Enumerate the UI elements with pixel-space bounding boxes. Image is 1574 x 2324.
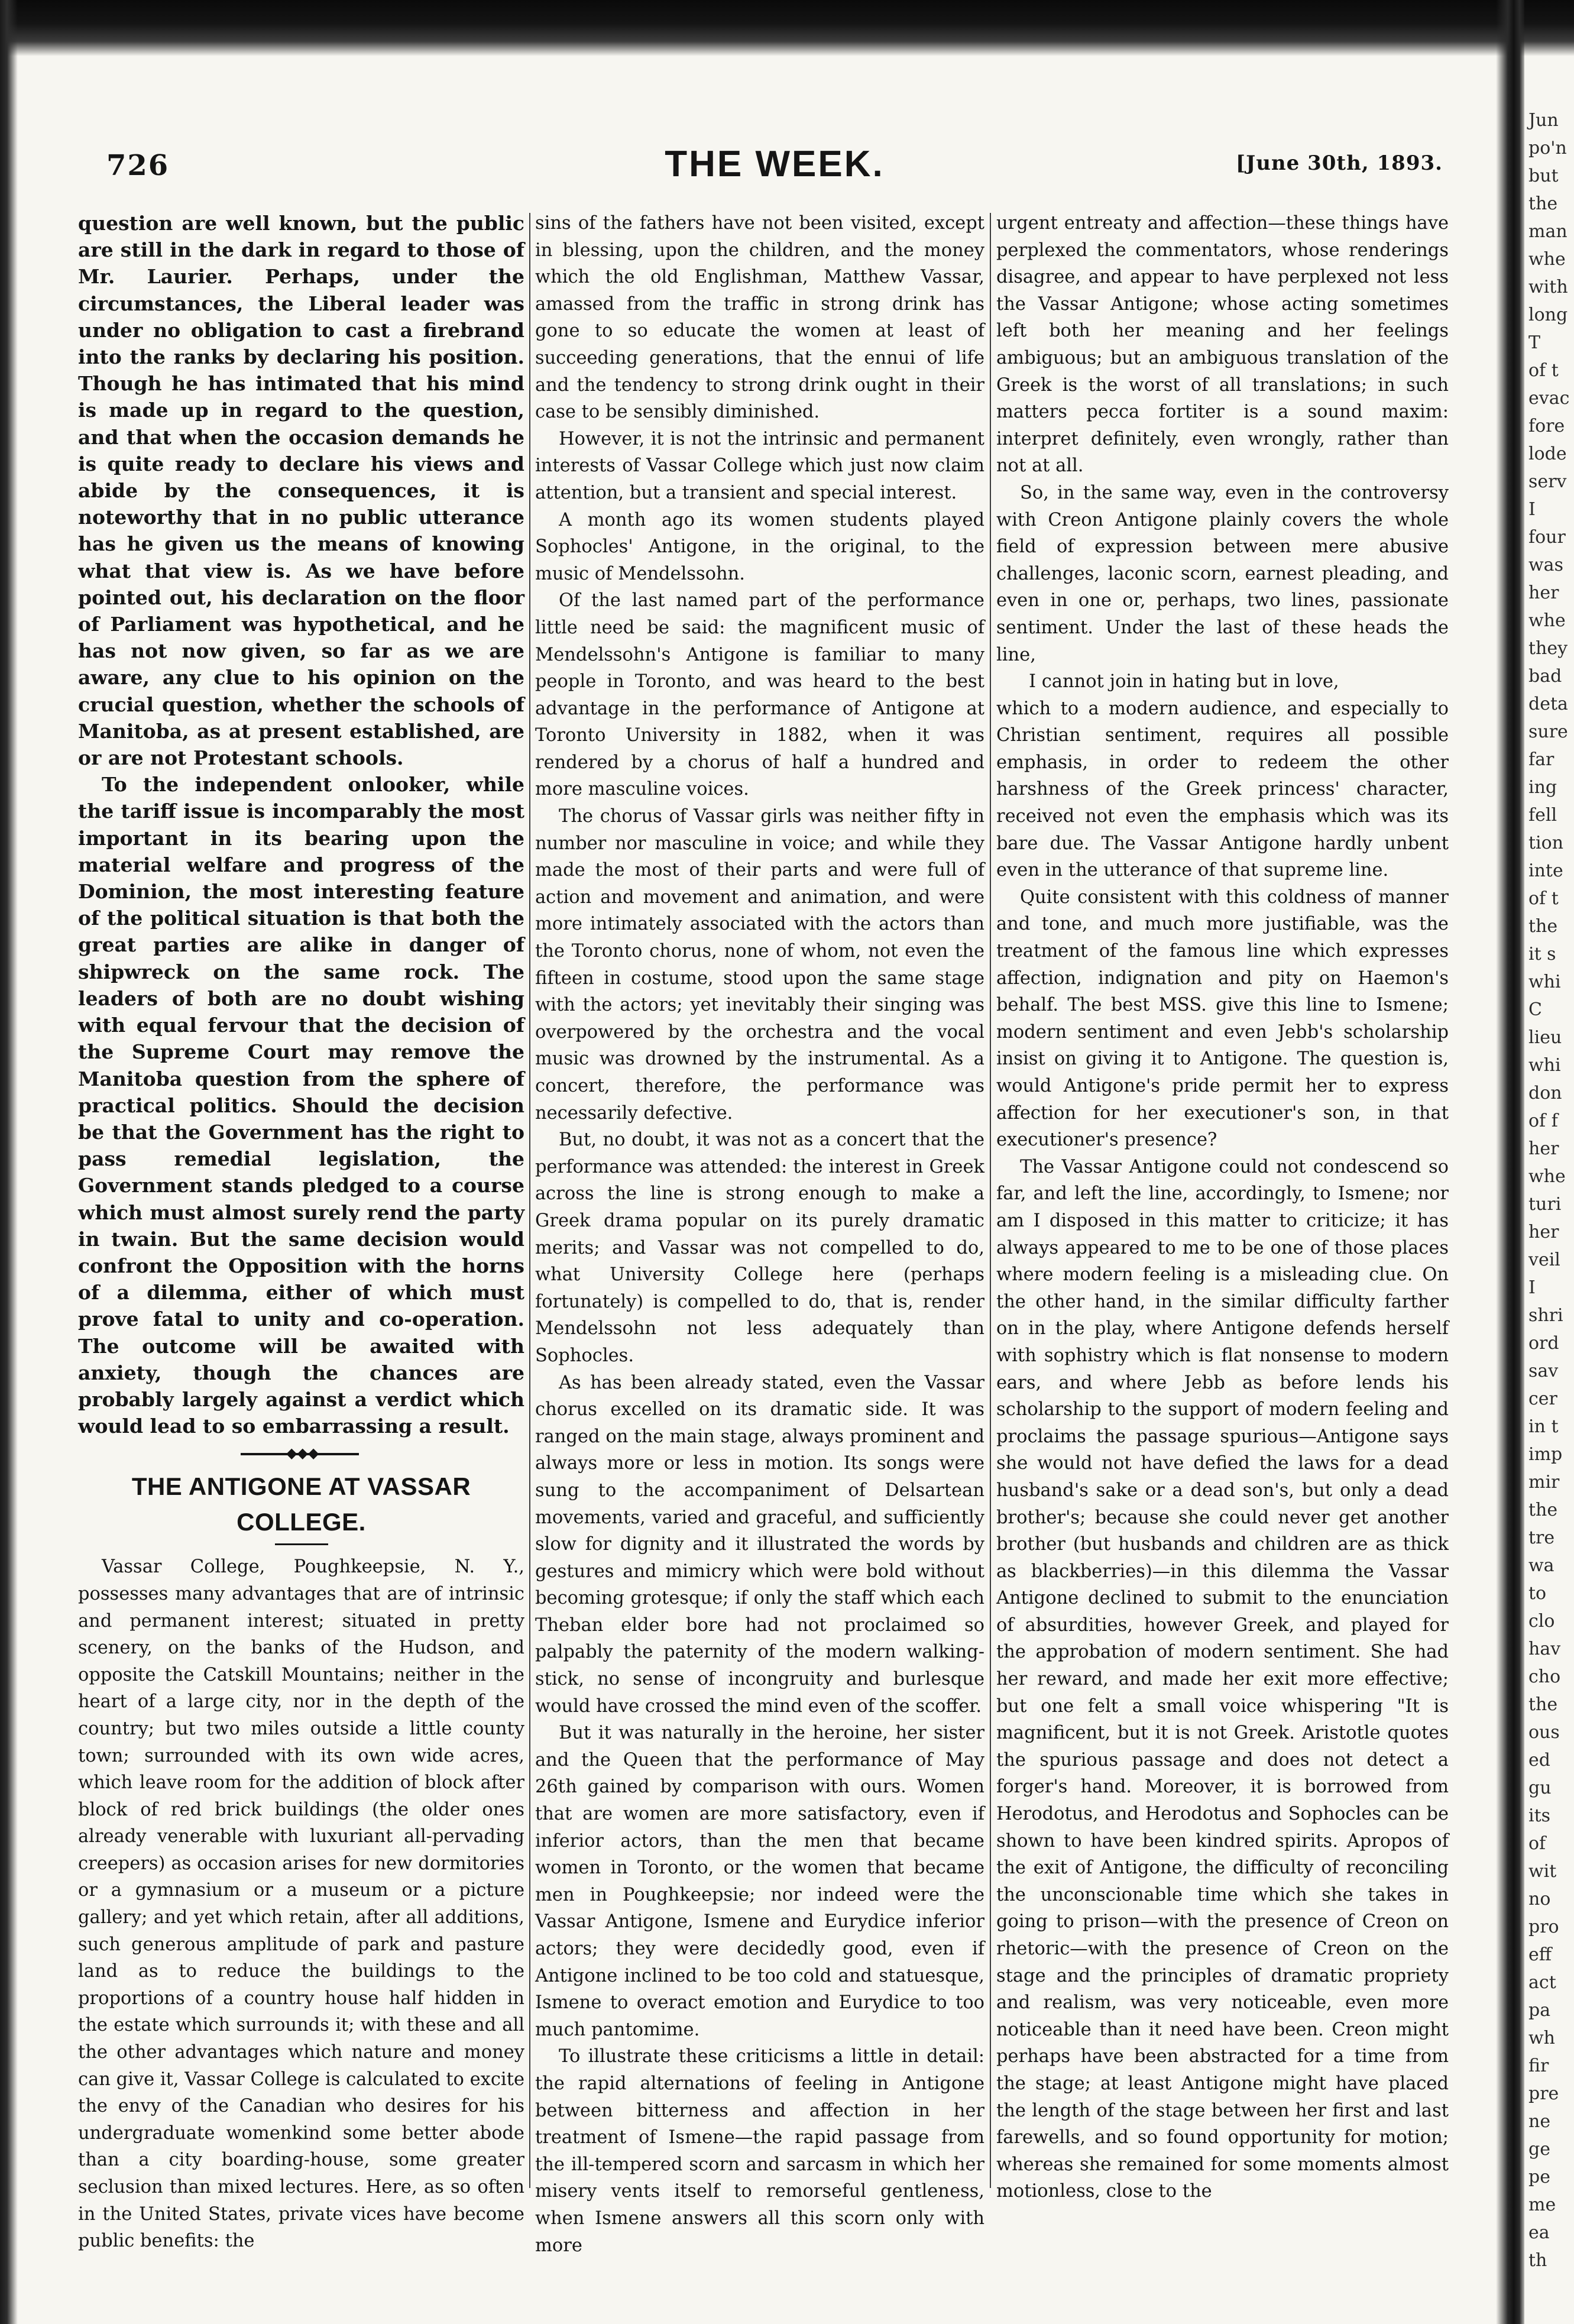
article-paragraph: The Vassar Antigone could not condescend so far, and left the line, accordingly, to Ismene; nor am I disposed in this matter to criticize; it has always appeared to me to be one of those places where modern feeling is a misleading clue. On the other hand, in the similar difficulty farther on in the play, where Antigone defends herself with sophistry which is flat nonsense to modern ears, and where Jebb as before lends his scholarship to the support of modern feeling and proclaims the passage spurious—Antigone says she would not have defied the laws for a dead husband's sake or a dead son's, but only a dead brother's; because she could never get another brother (but husbands and children are as thick as blackberries)—in this dilemma the Vassar Antigone declined to submit to the enunciation of absurdities, however Greek, and played for the approbation of modern sentiment. She had her reward, and made her exit more effective; but one felt a small voice whispering "It is magnificent, but it is not Greek. Aristotle quotes the spurious passage and does not detect a forger's hand. Moreover, it is borrowed from Herodotus, and Herodotus and Sophocles can be shown to have been kindred spirits. Apropos of the exit of Antigone, the difficulty of reconciling the unconscionable time which she takes in going to prison—with the presence of Creon on rhetoric—with the presence of Creon on the stage and the principles of dramatic propriety and realism, was very noticeable, even more noticeable than it need have been. Creon might perhaps have been abstracted for a time from the stage; at least Antigone might have placed the length of the stage between her first and last farewells, and so found opportunity for motion; whereas she remained for some moments almost motionless, close to the bbox=[996, 1156, 1449, 2202]
next-page-fragment: fore bbox=[1528, 416, 1565, 436]
next-page-fragment: the bbox=[1528, 193, 1558, 214]
next-page-fragment: her bbox=[1528, 1138, 1559, 1159]
article-title: THE ANTIGONE AT VASSAR COLLEGE. bbox=[131, 1472, 471, 1536]
page-top-shadow bbox=[0, 0, 1574, 56]
next-page-fragment: pro bbox=[1528, 1917, 1559, 1937]
article-body-col1 bbox=[78, 1553, 524, 2254]
page-header bbox=[83, 143, 1466, 190]
next-page-fragment: but bbox=[1528, 166, 1559, 186]
column-2 bbox=[535, 210, 984, 2256]
next-page-fragment: the bbox=[1528, 916, 1558, 937]
next-page-fragment: of f bbox=[1528, 1111, 1558, 1131]
editorial-paragraph: question are well known, but the public are still in the dark in regard to those of Mr. Laurier. Perhaps, under the circumstances, the Liberal leader was under no obligation to cast a firebrand into the ranks by declaring his position. Though he has intimated that his mind is made up in regard to the question, and that when the occasion demands he is quite ready to declare his views and abide by the consequences, it is noteworthy that in no public utterance has he given us the means of knowing what that view is. As we have before pointed out, his declaration on the floor of Parliament was hypothetical, and he has not now given, so far as we are aware, any clue to his opinion on the crucial question, whether the schools of Manitoba, as at present established, are or are not Protestant schools. bbox=[78, 212, 524, 770]
next-page-fragment: whi bbox=[1528, 972, 1561, 992]
next-page-fragment: imp bbox=[1528, 1444, 1563, 1465]
next-page-fragment: its bbox=[1528, 1805, 1551, 1826]
next-page-fragment: mir bbox=[1528, 1472, 1560, 1493]
next-page-fragment: far bbox=[1528, 749, 1554, 770]
next-page-fragment: in t bbox=[1528, 1416, 1559, 1437]
next-page-fragment: me bbox=[1528, 2194, 1556, 2215]
column-rule-2 bbox=[990, 213, 991, 2188]
article-paragraph: But it was naturally in the heroine, her sister and the Queen that the performance of May 26th gained by comparison with ours. Women that are women are more satisfactory, even if inferior actors, than the men that became women in Toronto, or the women that became men in Poughkeepsie; nor indeed were the Vassar Antigone, Ismene and Eurydice inferior actors; they were decidedly good, even if Antigone inclined to be too cold and statuesque, Ismene to overact emotion and Eurydice to too much pantomime. bbox=[535, 1723, 984, 2040]
next-page-fragment: ea bbox=[1528, 2222, 1550, 2243]
next-page-fragment: ed bbox=[1528, 1750, 1550, 1770]
next-page-fragment: wa bbox=[1528, 1555, 1554, 1576]
section-divider bbox=[78, 1443, 524, 1464]
next-page-fragment: act bbox=[1528, 1972, 1556, 1993]
column-1 bbox=[78, 210, 524, 2252]
page-left-shadow bbox=[0, 0, 18, 2324]
next-page-fragment: deta bbox=[1528, 694, 1568, 714]
next-page-fragment: sav bbox=[1528, 1361, 1559, 1381]
next-page-fragment: it s bbox=[1528, 944, 1556, 964]
next-page-fragment: of t bbox=[1528, 360, 1559, 381]
next-page-fragment: four bbox=[1528, 527, 1566, 548]
next-page-fragment: the bbox=[1528, 1500, 1558, 1520]
next-page-fragment: pe bbox=[1528, 2167, 1550, 2187]
page-number: 726 bbox=[106, 149, 170, 182]
next-page-fragment: of bbox=[1528, 1833, 1546, 1854]
next-page-fragment: th bbox=[1528, 2250, 1547, 2271]
next-page-fragment: ne bbox=[1528, 2111, 1551, 2132]
next-page-fragment: fir bbox=[1528, 2056, 1549, 2076]
next-page-fragment: po'n bbox=[1528, 138, 1567, 158]
next-page-fragment: don bbox=[1528, 1083, 1562, 1103]
next-page-fragment: I bbox=[1528, 499, 1536, 520]
next-page-fragment: Jun bbox=[1528, 110, 1559, 131]
next-page-fragment: with bbox=[1528, 277, 1568, 297]
article-paragraph: So, in the same way, even in the controversy with Creon Antigone plainly covers the whole field of expression between mere abusive challenges, laconic scorn, earnest pleading, and even in one or, perhaps, two lines, passionate sentiment. Under the last of these heads the line, bbox=[996, 482, 1449, 665]
next-page-fragment: whe bbox=[1528, 1166, 1566, 1187]
next-page-fragment: ous bbox=[1528, 1722, 1560, 1743]
next-page-fragment: hav bbox=[1528, 1639, 1561, 1659]
article-paragraph: The chorus of Vassar girls was neither fifty in number nor masculine in voice; and while they made the most of their parts and were full of action and movement and animation, and were more intimately associated with the actors than the Toronto chorus, none of whom, not even the fifteen in costume, stood upon the same stage with the actors; yet inevitably their singing was overpowered by the orchestra and the vocal music was drowned by the instrumental. As a concert, therefore, the performance was necessarily defective. bbox=[535, 806, 984, 1124]
next-page-fragment: ord bbox=[1528, 1333, 1559, 1354]
next-page-fragment: tre bbox=[1528, 1527, 1555, 1548]
article-paragraph: Vassar College, Poughkeepsie, N. Y., possesses many advantages that are of intrinsic and permanent interest; situated in pretty scenery, on the banks of the Hudson, and opposite the Catskill Mountains; neither in the heart of a large city, nor in the depth of the country; but two miles outside a little county town; surrounded with its own wide acres, which leave room for the addition of block after block of red brick buildings (the older ones already venerable with luxuriant all-pervading creepers) as occasion arises for new dormitories or a gymnasium or a museum or a picture gallery; and yet which retain, after all additions, such generous amplitude of park and pasture land as to reduce the buildings to the proportions of a country house half hidden in the estate which surrounds it; with these and all the other advantages which nature and money can give it, Vassar College is calculated to excite the envy of the Canadian who desires for his undergraduate womenkind some better abode than a city boarding-house, some greater seclusion than mixed lectures. Here, as so often in the United States, private vices have become public benefits: the bbox=[78, 1556, 524, 2252]
next-page-fragment: wit bbox=[1528, 1861, 1557, 1882]
next-page-fragment: no bbox=[1528, 1889, 1551, 1909]
article-paragraph: which to a modern audience, and especially to Christian sentiment, requires all possible emphasis, in order to redeem the other harshness of the Greek princess' character, received not even the emphasis which was its bare due. The Vassar Antigone hardly unbent even in the utterance of that supreme line. bbox=[996, 698, 1449, 881]
next-page-fragment: whe bbox=[1528, 249, 1566, 270]
next-page-fragment: fell bbox=[1528, 805, 1557, 826]
next-page-fragment: inte bbox=[1528, 860, 1563, 881]
next-page-fragment: lieu bbox=[1528, 1027, 1562, 1048]
quoted-verse-line: I cannot join in hating but in love, bbox=[1029, 671, 1339, 692]
article-paragraph: But, no doubt, it was not as a concert that the performance was attended: the interest in Greek across the line is strong enough to make a Greek drama popular on its purely dramatic merits; and Vassar was not compelled to do, what University College here (perhaps fortunately) is compelled to do, that is, render Mendelssohn not less adequately than Sophocles. bbox=[535, 1129, 984, 1366]
next-page-fragment: of t bbox=[1528, 888, 1559, 909]
next-page-fragment: to bbox=[1528, 1583, 1547, 1604]
column-rule-1 bbox=[529, 213, 530, 2188]
editorial-paragraph: To the independent onlooker, while the tariff issue is incomparably the most important in its bearing upon the material welfare and progress of the Dominion, the most interesting feature of the political situation is that both the great parties are alike in danger of shipwreck on the same rock. The leaders of both are no doubt wishing with equal fervour that the decision of the Supreme Court may remove the Manitoba question from the sphere of practical politics. Should the decision be that the Government has the right to pass remedial legislation, the Government stands pledged to a course which must almost surely rend the party in twain. But the same decision would confront the Opposition with the horns of a dilemma, either of which must prove fatal to unity and co-operation. The outcome will be awaited with anxiety, though the chances are probably largely against a verdict which would lead to so embarrassing a result. bbox=[78, 773, 524, 1438]
article-paragraph: Quite consistent with this coldness of manner and tone, and much more justifiable, was the treatment of the famous line which expresses affection, indignation and pity on Haemon's behalf. The best MSS. give this line to Ismene; modern sentiment and even Jebb's scholarship insist on giving it to Antigone. The question is, would Antigone's pride permit her to express affection for her executioner's son, in that executioner's presence? bbox=[996, 886, 1449, 1151]
next-page-fragment: veil bbox=[1528, 1250, 1560, 1270]
next-page-fragment: clo bbox=[1528, 1611, 1555, 1632]
next-page-fragment: turi bbox=[1528, 1194, 1562, 1215]
article-paragraph: A month ago its women students played Sophocles' Antigone, in the original, to the music of Mendelssohn. bbox=[535, 509, 984, 584]
next-page-fragment: evac bbox=[1528, 388, 1570, 409]
next-page-fragment: C bbox=[1528, 999, 1542, 1020]
next-page-fragment: eff bbox=[1528, 1944, 1552, 1965]
next-page-fragment: I bbox=[1528, 1277, 1536, 1298]
next-page-fragment: long bbox=[1528, 305, 1568, 325]
next-page-fragment: her bbox=[1528, 1222, 1559, 1242]
next-page-fragment: T bbox=[1528, 332, 1541, 353]
next-page-edge-text bbox=[1528, 106, 1574, 2324]
next-page-fragment: serv bbox=[1528, 471, 1567, 492]
next-page-fragment: man bbox=[1528, 221, 1567, 242]
next-page-fragment: shri bbox=[1528, 1305, 1563, 1326]
next-page-fragment: gu bbox=[1528, 1778, 1552, 1798]
next-page-fragment: cho bbox=[1528, 1666, 1561, 1687]
next-page-fragment: whi bbox=[1528, 1055, 1561, 1076]
article-paragraph: As has been already stated, even the Vassar chorus excelled on its dramatic side. It was ranged on the main stage, always prominent and always more or less in motion. Its songs were sung to the accompaniment of Delsartean movements, varied and graceful, and sufficiently slow for dignity and it illustrated the words by gestures and mimicry which were bold without becoming grotesque; if only the staff which each Theban elder bore had not proclaimed so palpably the paternity of the modern walking-stick, no sense of incongruity and burlesque would have crossed the mind even of the scoffer. bbox=[535, 1372, 984, 1717]
article-paragraph: sins of the fathers have not been visited, except in blessing, upon the children, and the money which the old Englishman, Matthew Vassar, amassed from the traffic in strong drink has gone to so educate the women at least of succeeding generations, that the ennui of life and the tendency to strong drink ought in their case to be sensibly diminished. bbox=[535, 213, 984, 423]
article-paragraph: Of the last named part of the performance little need be said: the magnificent music of Mendelssohn's Antigone is familiar to many people in Toronto, and was heard to the best advantage in the performance of Antigone at Toronto University in 1882, when it was rendered by a chorus of half a hundred and more masculine voices. bbox=[535, 590, 984, 800]
issue-date: [June 30th, 1893. bbox=[1236, 151, 1443, 175]
next-page-fragment: pre bbox=[1528, 2083, 1559, 2104]
article-paragraph: urgent entreaty and affection—these things have perplexed the commentators, whose renderings disagree, and appear to have perplexed not less the Vassar Antigone; whose acting sometimes left both her meaning and her feelings ambiguous; but an ambiguous translation of the Greek is the worst of all translations; in such matters pecca fortiter is a sound maxim: interpret definitely, even wrongly, rather than not at all. bbox=[996, 213, 1449, 477]
next-page-fragment: cer bbox=[1528, 1388, 1557, 1409]
next-page-fragment: tion bbox=[1528, 833, 1564, 853]
next-page-fragment: wh bbox=[1528, 2028, 1555, 2048]
next-page-fragment: pa bbox=[1528, 2000, 1551, 2021]
masthead-title: THE WEEK. bbox=[665, 144, 885, 185]
article-paragraph: To illustrate these criticisms a little in detail: the rapid alternations of feeling in Antigone between bitterness and affection in her treatment of Ismene—the rapid passage from the ill-tempered scorn and sarcasm in which her misery vents itself to remorseful gentleness, when Ismene answers all this scorn only with more bbox=[535, 2046, 984, 2256]
next-page-fragment: they bbox=[1528, 638, 1568, 659]
next-page-fragment: whe bbox=[1528, 610, 1566, 631]
book-spine-gutter bbox=[1496, 0, 1524, 2324]
column-3 bbox=[996, 210, 1449, 2238]
article-paragraph: However, it is not the intrinsic and permanent interests of Vassar College which just now claim attention, but a transient and special interest. bbox=[535, 428, 984, 503]
next-page-fragment: the bbox=[1528, 1694, 1558, 1715]
next-page-fragment: sure bbox=[1528, 721, 1568, 742]
next-page-fragment: ge bbox=[1528, 2139, 1550, 2160]
next-page-fragment: bad bbox=[1528, 666, 1562, 687]
next-page-fragment: was bbox=[1528, 555, 1563, 575]
title-rule bbox=[275, 1543, 328, 1545]
next-page-fragment: her bbox=[1528, 582, 1559, 603]
next-page-fragment: ing bbox=[1528, 777, 1557, 798]
next-page-fragment: lode bbox=[1528, 444, 1567, 464]
divider-ornament: ◆◆◆ bbox=[286, 1444, 319, 1462]
